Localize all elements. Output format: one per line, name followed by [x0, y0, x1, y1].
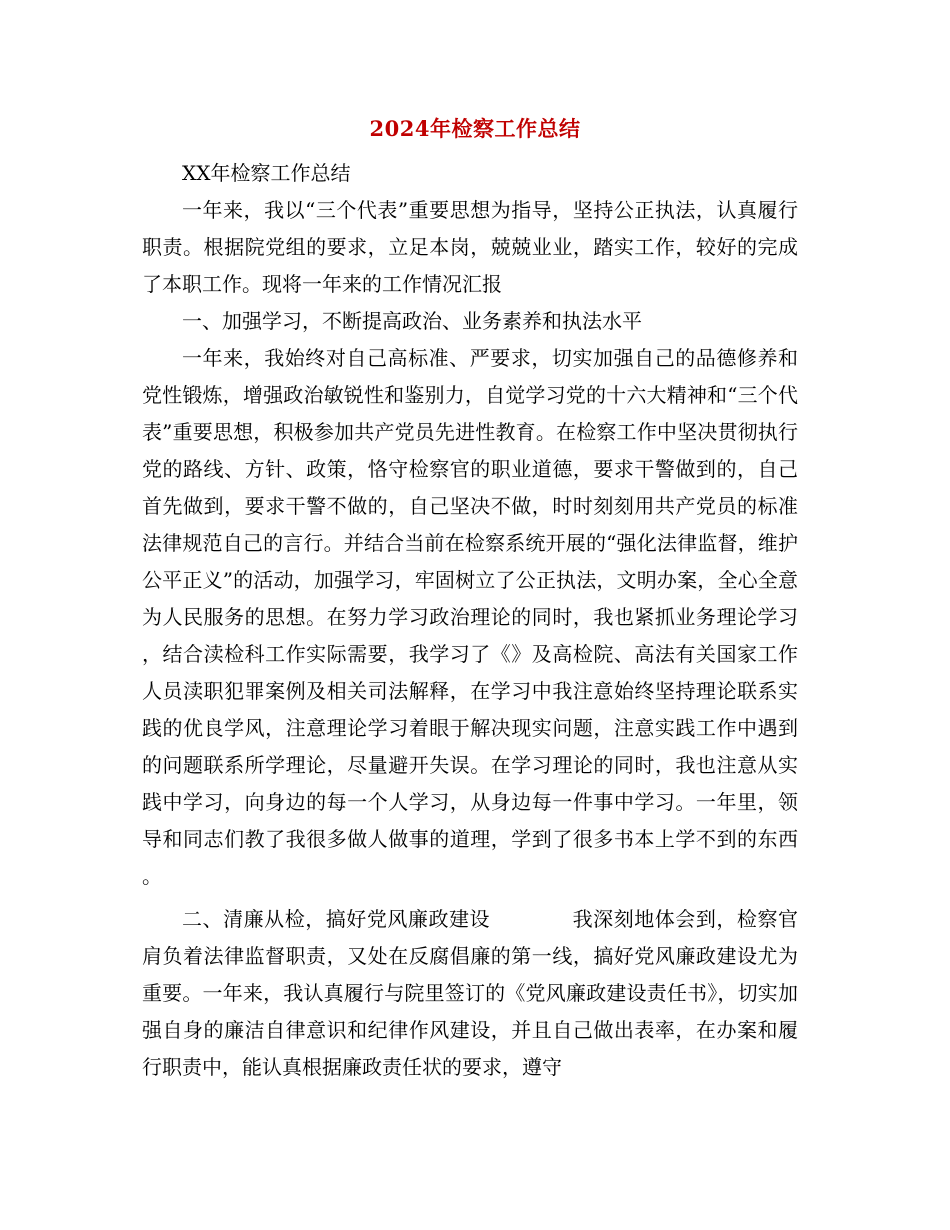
section-two-paragraph	[142, 901, 798, 1086]
document-subtitle: XX年检察工作总结	[182, 161, 351, 185]
section-one-heading: 一、加强学习，不断提高政治、业务素养和执法水平	[182, 309, 642, 333]
section-two-heading: 二、清廉从检，搞好党风廉政建设	[182, 907, 491, 931]
section-two-text: 我深刻地体会到，检察官肩负着法律监督职责，又处在反腐倡廉的第一线，搞好党风廉政建设尤为重要。一年来，我认真履行与院里签订的《党风廉政建设责任书》，切实加强自身的廉洁自律意识和纪律作风建设，并且自己做出表率，在办案和履行职责中，能认真根据廉政责任状的要求，遵守	[142, 907, 799, 1079]
document-title: 2024年检察工作总结	[369, 116, 581, 141]
section-one-paragraph: 一年来，我始终对自己高标准、严要求，切实加强自己的品德修养和党性锻炼，增强政治敏锐性和鉴别力，自觉学习党的十六大精神和“三个代表”重要思想，积极参加共产党员先进性教育。在检察工作中坚决贯彻执行党的路线、方针、政策，恪守检察官的职业道德，要求干警做到的，自己首先做到，要求干警不做的，自己坚决不做，时时刻刻用共产党员的标准法律规范自己的言行。并结合当前在检察系统开展的“强化法律监督，维护公平正义”的活动，加强学习，牢固树立了公正执法，文明办案，全心全意为人民服务的思想。在努力学习政治理论的同时，我也紧抓业务理论学习，结合渎检科工作实际需要，我学习了《》及高检院、高法有关国家工作人员渎职犯罪案例及相关司法解释，在学习中我注意始终坚持理论联系实践的优良学风，注意理论学习着眼于解决现实问题，注意实践工作中遇到的问题联系所学理论，尽量避开失误。在学习理论的同时，我也注意从实践中学习，向身边的每一个人学习，从身边每一件事中学习。一年里，领导和同志们教了我很多做人做事的道理，学到了很多书本上学不到的东西。	[142, 346, 798, 888]
intro-paragraph: 一年来，我以“三个代表”重要思想为指导，坚持公正执法，认真履行职责。根据院党组的要求，立足本岗，兢兢业业，踏实工作，较好的完成了本职工作。现将一年来的工作情况汇报	[142, 198, 798, 296]
document-body	[142, 155, 798, 1086]
